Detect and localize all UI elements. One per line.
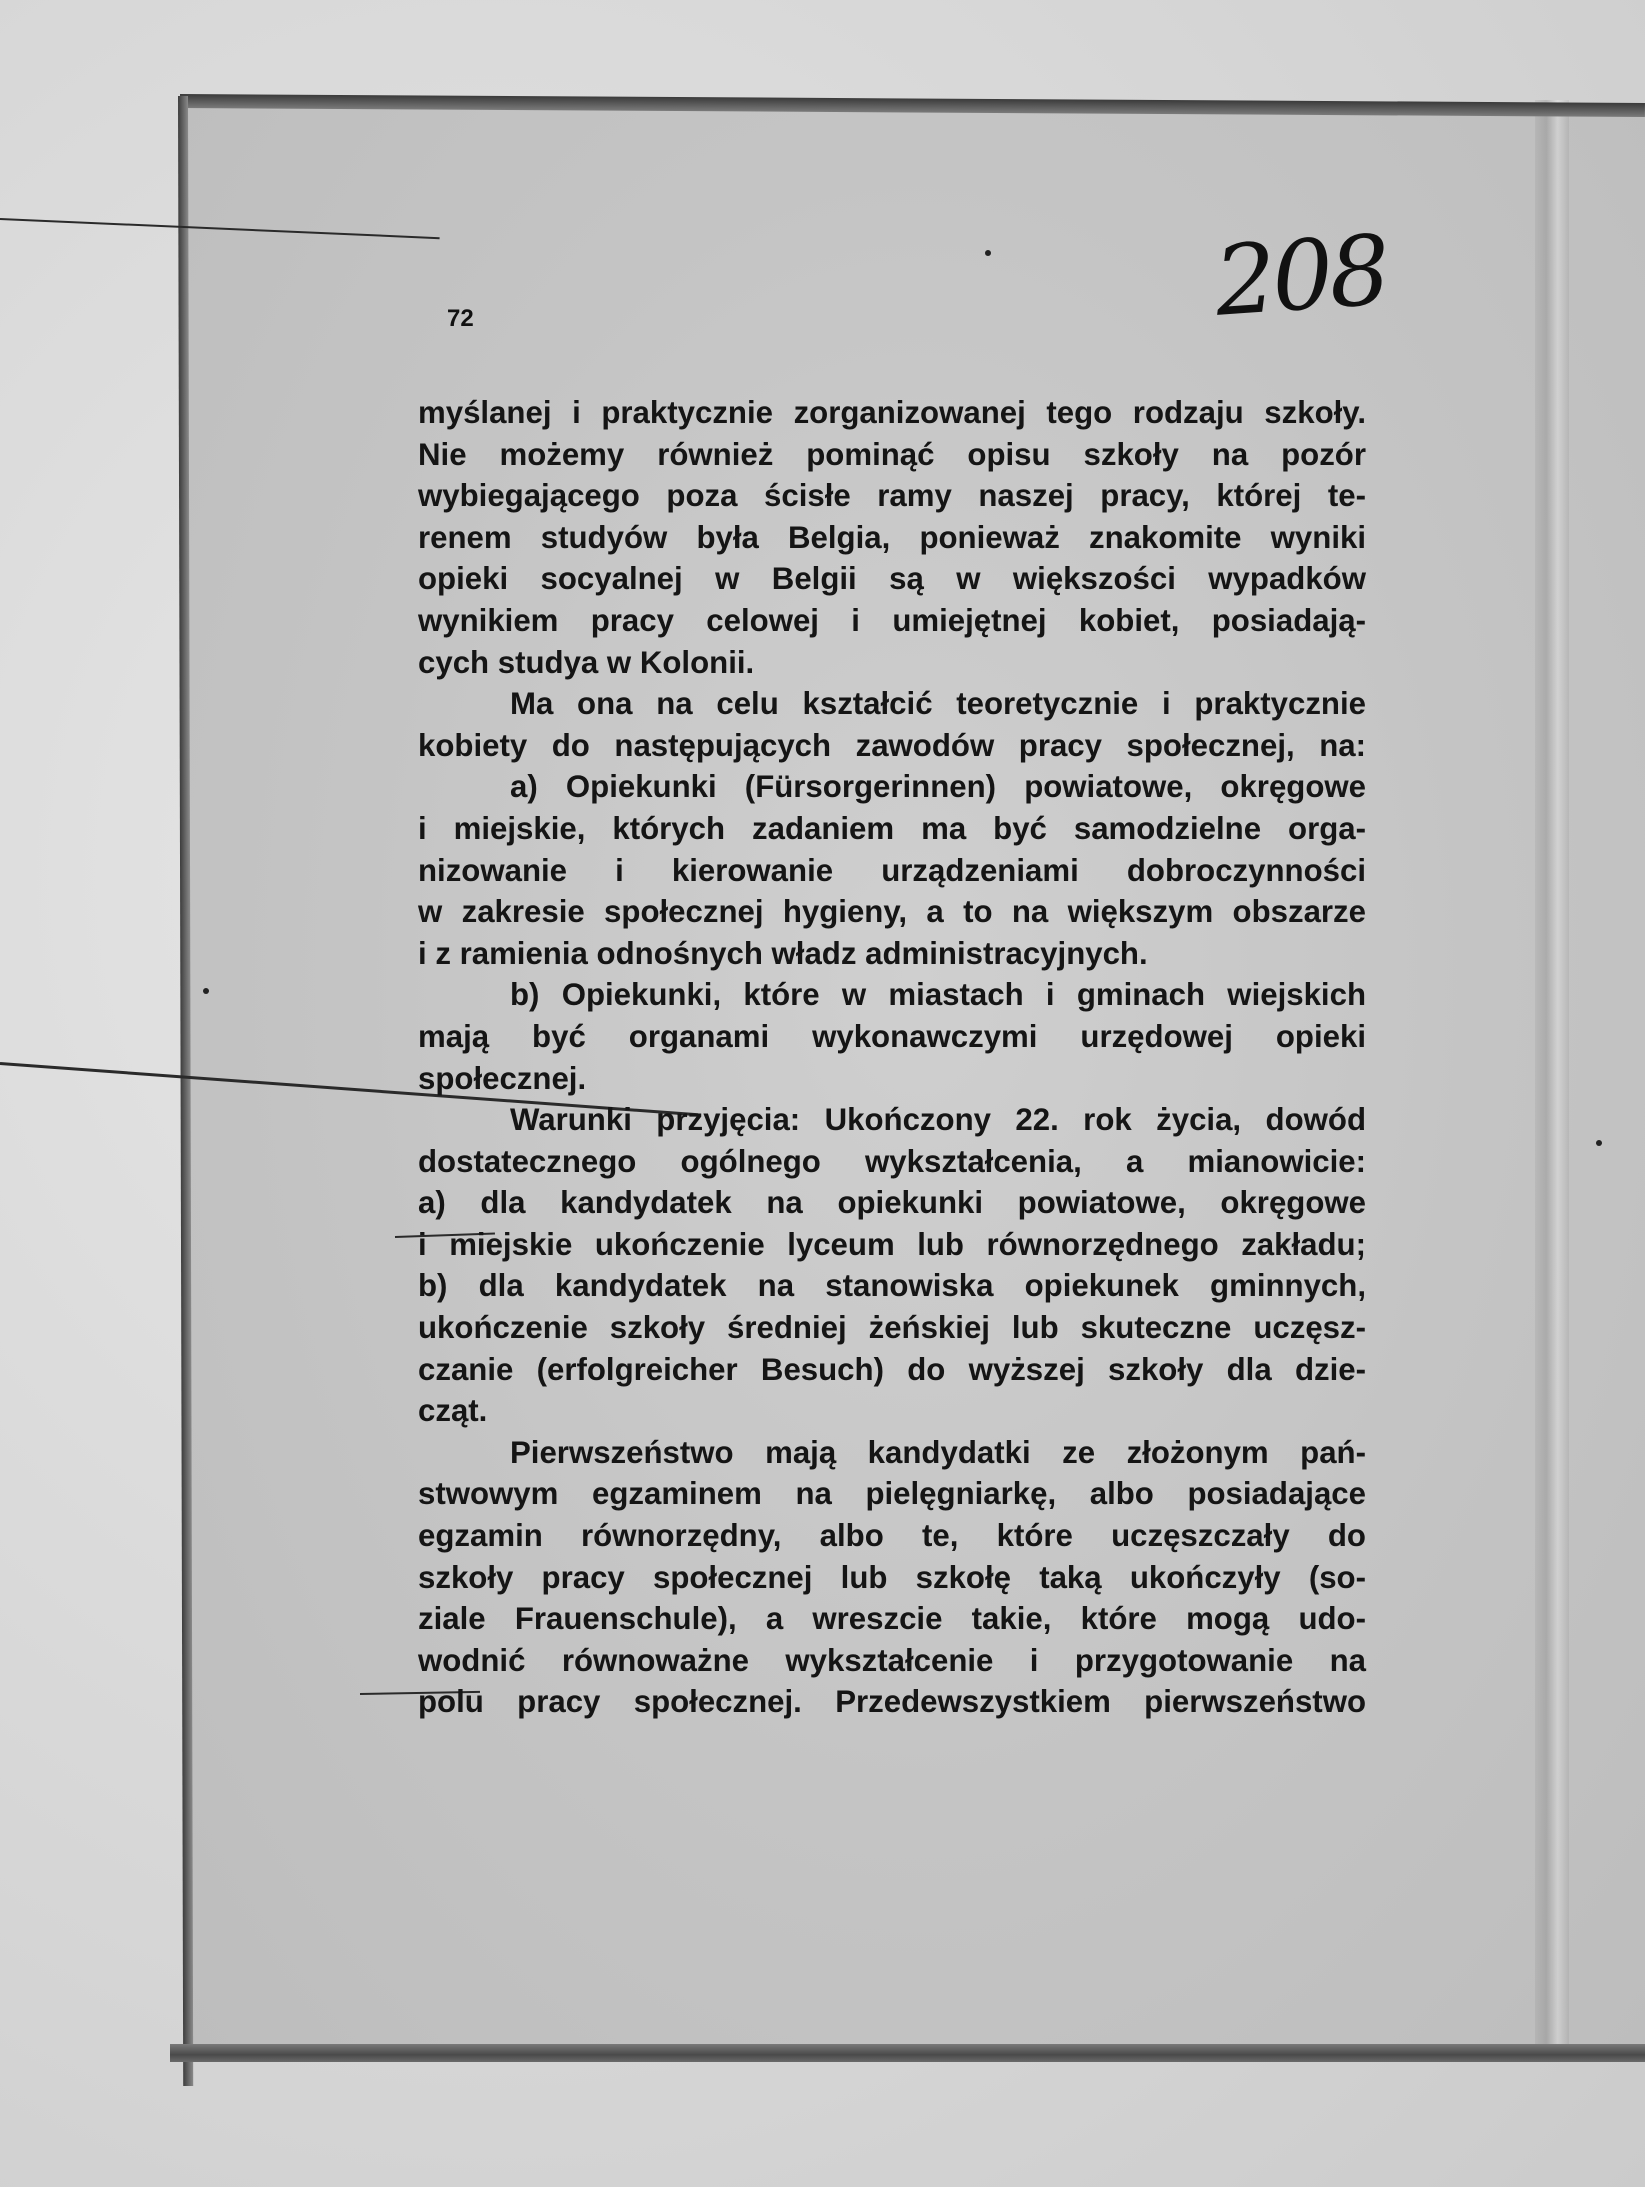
sheet-bottom-edge: [170, 2044, 1645, 2062]
text-line: wodnić równoważne wykształcenie i przygotowanie na: [418, 1642, 1366, 1678]
text-line: szkoły pracy społecznej lub szkołę taką ukończyły (so-: [418, 1559, 1366, 1595]
page-number: 72: [447, 305, 474, 332]
handwritten-folio-number: 208: [1211, 214, 1390, 338]
text-line: w zakresie społecznej hygieny, a to na większym obszarze: [418, 894, 1366, 930]
text-line: b) dla kandydatek na stanowiska opiekunek gminnych,: [418, 1268, 1366, 1304]
text-line: polu pracy społecznej. Przedewszystkiem pierwszeństwo: [418, 1684, 1366, 1720]
text-line: społecznej.: [418, 1060, 587, 1096]
text-line: Ma ona na celu kształcić teoretycznie i praktycznie: [510, 686, 1366, 722]
text-line: cząt.: [418, 1393, 488, 1429]
text-line: b) Opiekunki, które w miastach i gminach wiejskich: [510, 977, 1366, 1013]
text-line: Nie możemy również pominąć opisu szkoły na pozór: [418, 436, 1366, 472]
text-line: a) dla kandydatek na opiekunki powiatowe, okręgowe: [418, 1185, 1366, 1221]
page-fold-shadow: [1535, 100, 1569, 2050]
text-line: egzamin równorzędny, albo te, które uczęszczały do: [418, 1518, 1366, 1554]
text-line: opieki socyalnej w Belgii są w większości wypadków: [418, 561, 1366, 597]
text-line: ziale Frauenschule), a wreszcie takie, które mogą udo-: [418, 1601, 1366, 1637]
text-line: kobiety do następujących zawodów pracy społecznej, na:: [418, 727, 1366, 763]
text-line: wybiegającego poza ścisłe ramy naszej pracy, której te-: [418, 478, 1366, 514]
text-line: cych studya w Kolonii.: [418, 644, 755, 680]
text-line: mają być organami wykonawczymi urzędowej opieki: [418, 1018, 1366, 1054]
text-line: stwowym egzaminem na pielęgniarkę, albo posiadające: [418, 1476, 1366, 1512]
text-line: i z ramienia odnośnych władz administracyjnych.: [418, 935, 1148, 971]
text-line: i miejskie, których zadaniem ma być samodzielne orga-: [418, 810, 1366, 846]
dust-speck: [203, 988, 209, 994]
text-line: nizowanie i kierowanie urządzeniami dobroczynności: [418, 852, 1366, 888]
body-text: [418, 392, 1366, 1723]
text-line: i miejskie ukończenie lyceum lub równorzędnego zakładu;: [418, 1226, 1366, 1262]
text-line: wynikiem pracy celowej i umiejętnej kobiet, posiadają-: [418, 602, 1366, 638]
text-line: Warunki przyjęcia: Ukończony 22. rok życia, dowód: [510, 1102, 1366, 1138]
text-line: czanie (erfolgreicher Besuch) do wyższej szkoły dla dzie-: [418, 1351, 1366, 1387]
dust-speck: [985, 250, 991, 256]
text-line: dostatecznego ogólnego wykształcenia, a mianowicie:: [418, 1143, 1366, 1179]
text-line: Pierwszeństwo mają kandydatki ze złożonym pań-: [510, 1434, 1366, 1470]
text-line: ukończenie szkoły średniej żeńskiej lub skuteczne uczęsz-: [418, 1310, 1366, 1346]
text-line: a) Opiekunki (Fürsorgerinnen) powiatowe, okręgowe: [510, 769, 1366, 805]
text-line: renem studyów była Belgia, ponieważ znakomite wyniki: [418, 519, 1366, 555]
text-line: myślanej i praktycznie zorganizowanej tego rodzaju szkoły.: [418, 395, 1366, 430]
dust-speck: [1596, 1140, 1602, 1146]
